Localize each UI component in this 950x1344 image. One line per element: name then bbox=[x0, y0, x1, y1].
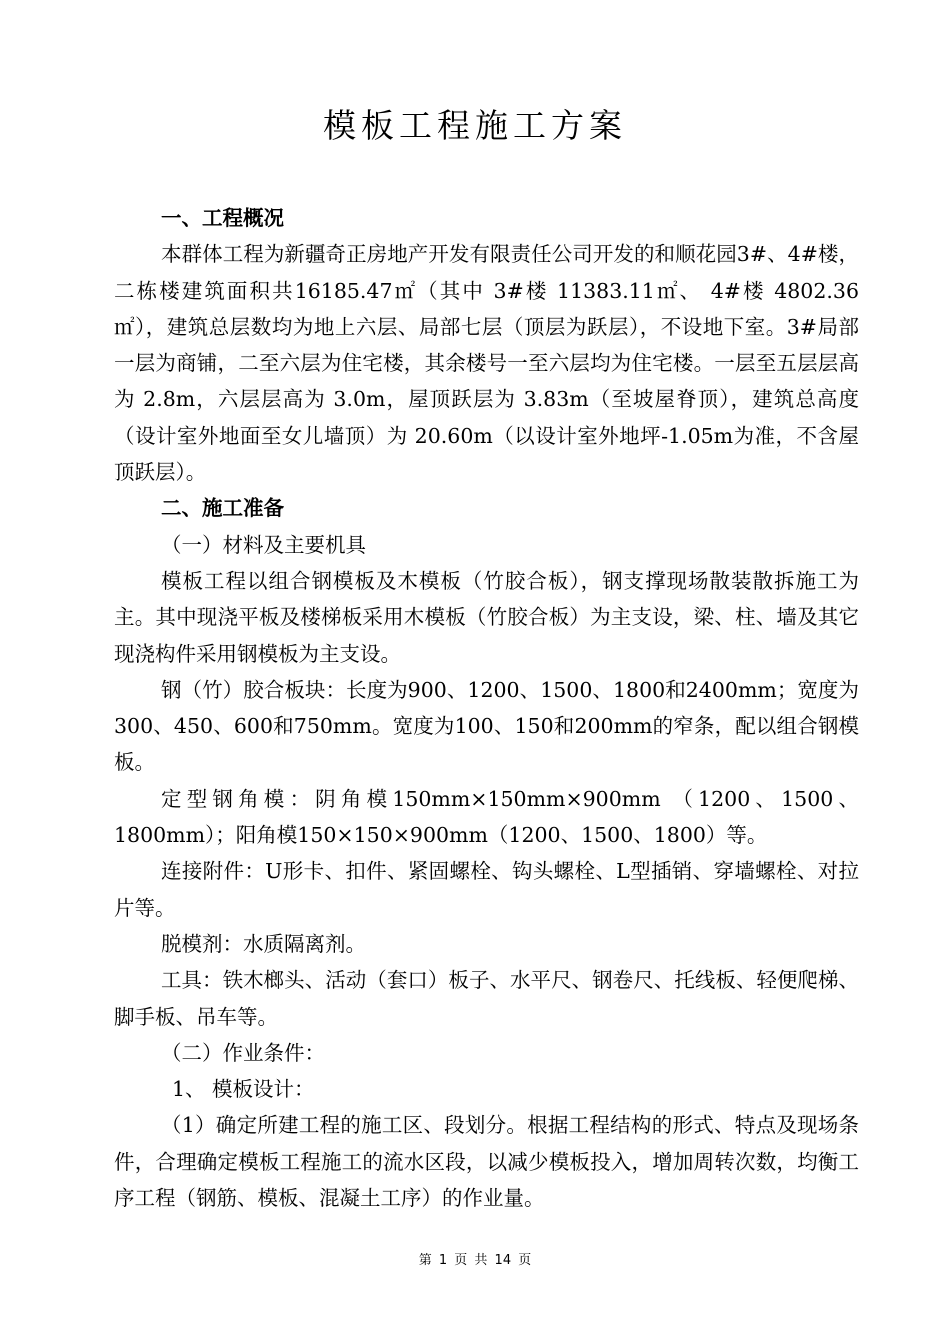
paragraph: 本群体工程为新疆奇正房地产开发有限责任公司开发的和顺花园3#、4#楼，二栋楼建筑面积共16185.47㎡（其中 3#楼 11383.11㎡、 4#楼 4802.36㎡），建筑总层数均为地上六层、局部七层（顶层为跃层），不设地下室。3#局部一层为商铺，二至六层为住宅楼，其余楼号一至六层均为住宅楼。一层至五层层高为 2.8m，六层层高为 3.0m，屋顶跃层为 3.83m（至坡屋脊顶），建筑总高度（设计室外地面至女儿墙顶）为 20.60m（以设计室外地坪-1.05m为准，不含屋顶跃层）。 bbox=[114, 242, 859, 485]
paragraph: （1）确定所建工程的施工区、段划分。根据工程结构的形式、特点及现场条件，合理确定模板工程施工的流水区段，以减少模板投入，增加周转次数，均衡工序工程（钢筋、模板、混凝土工序）的作业量。 bbox=[114, 1113, 859, 1211]
paragraph: 模板工程以组合钢模板及木模板（竹胶合板），钢支撑现场散装散拆施工为主。其中现浇平板及楼梯板采用木模板（竹胶合板）为主支设，梁、柱、墙及其它现浇构件采用钢模板为主支设。 bbox=[114, 568, 859, 666]
page-footer: 第 1 页 共 14 页 bbox=[418, 1253, 532, 1268]
document-body bbox=[114, 200, 859, 1216]
paragraph: 工具：铁木榔头、活动（套口）板子、水平尺、钢卷尺、托线板、轻便爬梯、脚手板、吊车等。 bbox=[114, 968, 859, 1029]
document-title: 模板工程施工方案 bbox=[323, 106, 627, 145]
subsection-heading: （二）作业条件： bbox=[161, 1040, 325, 1065]
paragraph: 定型钢角模：阴角模150mm×150mm×900mm （1200、1500、1800mm）；阳角模150×150×900mm（1200、1500、1800）等。 bbox=[114, 786, 859, 848]
paragraph: 钢（竹）胶合板块：长度为900、1200、1500、1800和2400mm；宽度为300、450、600和750mm。宽度为100、150和200mm的窄条，配以组合钢模板。 bbox=[114, 677, 859, 775]
paragraph: 连接附件：U形卡、扣件、紧固螺栓、钩头螺栓、L型插销、穿墙螺栓、对拉片等。 bbox=[114, 859, 859, 920]
section-heading: 二、施工准备 bbox=[161, 496, 284, 521]
paragraph: 脱模剂：水质隔离剂。 bbox=[161, 931, 366, 956]
subsection-item: 1、 模板设计： bbox=[172, 1077, 315, 1102]
section-heading: 一、工程概况 bbox=[161, 206, 284, 230]
subsection-heading: （一）材料及主要机具 bbox=[161, 532, 366, 557]
